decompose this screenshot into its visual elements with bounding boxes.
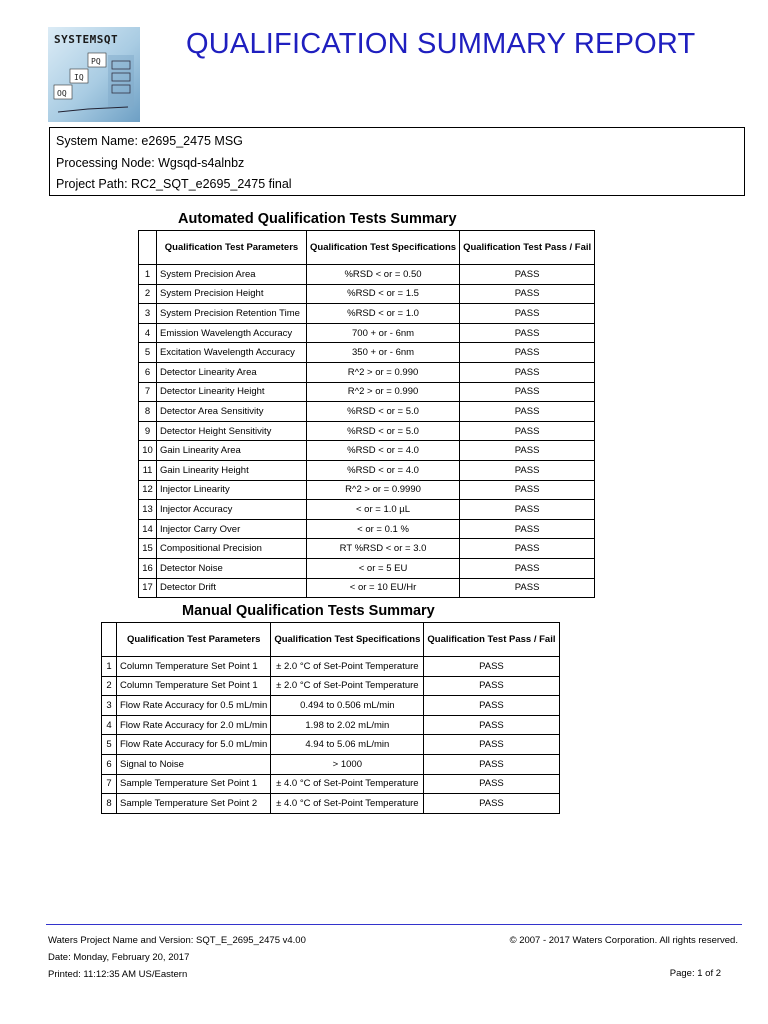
table-row	[102, 735, 560, 755]
test-parameter: Flow Rate Accuracy for 5.0 mL/min	[117, 735, 271, 755]
table-row	[102, 657, 560, 677]
test-result: PASS	[460, 304, 595, 324]
test-specification: < or = 10 EU/Hr	[307, 578, 460, 598]
test-parameter: Compositional Precision	[157, 539, 307, 559]
row-number: 1	[102, 657, 117, 677]
test-specification: 4.94 to 5.06 mL/min	[271, 735, 424, 755]
test-parameter: Detector Linearity Area	[157, 362, 307, 382]
row-number: 5	[139, 343, 157, 363]
test-result: PASS	[424, 676, 559, 696]
test-parameter: System Precision Retention Time	[157, 304, 307, 324]
table-row	[139, 402, 595, 422]
header-pass-fail: Qualification Test Pass / Fail	[424, 623, 559, 657]
test-specification: < or = 1.0 µL	[307, 500, 460, 520]
footer-printed: Printed: 11:12:35 AM US/Eastern	[48, 969, 188, 980]
footer-copyright: © 2007 - 2017 Waters Corporation. All rights reserved.	[509, 935, 738, 946]
test-specification: R^2 > or = 0.990	[307, 382, 460, 402]
table-row	[102, 715, 560, 735]
test-result: PASS	[460, 343, 595, 363]
test-parameter: Injector Accuracy	[157, 500, 307, 520]
test-specification: %RSD < or = 0.50	[307, 265, 460, 285]
test-parameter: Flow Rate Accuracy for 0.5 mL/min	[117, 696, 271, 716]
table-row	[102, 774, 560, 794]
test-specification: %RSD < or = 4.0	[307, 441, 460, 461]
test-parameter: Emission Wavelength Accuracy	[157, 323, 307, 343]
row-number: 7	[139, 382, 157, 402]
table-row	[139, 362, 595, 382]
table-row	[139, 304, 595, 324]
test-result: PASS	[424, 774, 559, 794]
logo-oq-text: OQ	[57, 89, 67, 98]
logo-text: SYSTEMSQT	[54, 33, 119, 46]
row-number: 6	[102, 754, 117, 774]
test-specification: %RSD < or = 1.0	[307, 304, 460, 324]
test-specification: %RSD < or = 5.0	[307, 402, 460, 422]
row-number: 14	[139, 519, 157, 539]
table-row	[139, 265, 595, 285]
table-row	[139, 284, 595, 304]
test-parameter: Injector Linearity	[157, 480, 307, 500]
test-result: PASS	[460, 480, 595, 500]
header-specifications: Qualification Test Specifications	[271, 623, 424, 657]
test-result: PASS	[424, 715, 559, 735]
test-parameter: Gain Linearity Area	[157, 441, 307, 461]
test-result: PASS	[460, 284, 595, 304]
table-header-row	[139, 231, 595, 265]
test-result: PASS	[460, 362, 595, 382]
table-row	[139, 578, 595, 598]
systemsqt-logo	[48, 27, 140, 122]
table-row	[139, 539, 595, 559]
test-result: PASS	[460, 421, 595, 441]
table-row	[139, 558, 595, 578]
test-parameter: Detector Area Sensitivity	[157, 402, 307, 422]
test-specification: R^2 > or = 0.990	[307, 362, 460, 382]
row-number: 1	[139, 265, 157, 285]
row-number: 5	[102, 735, 117, 755]
test-parameter: Column Temperature Set Point 1	[117, 657, 271, 677]
manual-section-title: Manual Qualification Tests Summary	[182, 603, 435, 619]
test-parameter: Flow Rate Accuracy for 2.0 mL/min	[117, 715, 271, 735]
test-result: PASS	[424, 696, 559, 716]
test-result: PASS	[460, 323, 595, 343]
test-specification: ± 4.0 °C of Set-Point Temperature	[271, 774, 424, 794]
header-number	[139, 231, 157, 265]
row-number: 9	[139, 421, 157, 441]
table-row	[139, 421, 595, 441]
row-number: 4	[102, 715, 117, 735]
table-row	[102, 754, 560, 774]
test-parameter: System Precision Height	[157, 284, 307, 304]
footer-divider	[46, 924, 742, 925]
row-number: 6	[139, 362, 157, 382]
row-number: 2	[102, 676, 117, 696]
table-row	[102, 676, 560, 696]
row-number: 8	[139, 402, 157, 422]
test-result: PASS	[460, 558, 595, 578]
test-specification: 350 + or - 6nm	[307, 343, 460, 363]
table-row	[102, 794, 560, 814]
test-result: PASS	[460, 402, 595, 422]
logo-iq-text: IQ	[74, 73, 84, 82]
test-result: PASS	[460, 460, 595, 480]
row-number: 16	[139, 558, 157, 578]
table-row	[139, 480, 595, 500]
table-row	[139, 500, 595, 520]
test-specification: < or = 0.1 %	[307, 519, 460, 539]
test-specification: R^2 > or = 0.9990	[307, 480, 460, 500]
table-row	[139, 382, 595, 402]
test-parameter: Column Temperature Set Point 1	[117, 676, 271, 696]
row-number: 15	[139, 539, 157, 559]
test-result: PASS	[424, 657, 559, 677]
row-number: 7	[102, 774, 117, 794]
test-parameter: Detector Height Sensitivity	[157, 421, 307, 441]
row-number: 4	[139, 323, 157, 343]
row-number: 10	[139, 441, 157, 461]
test-specification: 700 + or - 6nm	[307, 323, 460, 343]
test-result: PASS	[460, 382, 595, 402]
processing-node: Processing Node: Wgsqd-s4alnbz	[56, 155, 245, 170]
row-number: 2	[139, 284, 157, 304]
report-title: QUALIFICATION SUMMARY REPORT	[186, 28, 696, 60]
test-parameter: Signal to Noise	[117, 754, 271, 774]
row-number: 8	[102, 794, 117, 814]
test-parameter: Injector Carry Over	[157, 519, 307, 539]
footer-page-number: Page: 1 of 2	[669, 968, 721, 979]
test-specification: %RSD < or = 4.0	[307, 460, 460, 480]
test-specification: ± 2.0 °C of Set-Point Temperature	[271, 676, 424, 696]
test-result: PASS	[460, 500, 595, 520]
system-info-box	[49, 127, 745, 196]
test-parameter: Gain Linearity Height	[157, 460, 307, 480]
test-result: PASS	[460, 578, 595, 598]
test-result: PASS	[460, 539, 595, 559]
header-parameters: Qualification Test Parameters	[117, 623, 271, 657]
manual-tests-table	[101, 622, 560, 814]
table-row	[139, 343, 595, 363]
row-number: 3	[139, 304, 157, 324]
test-result: PASS	[424, 794, 559, 814]
header-number	[102, 623, 117, 657]
row-number: 13	[139, 500, 157, 520]
test-parameter: Detector Drift	[157, 578, 307, 598]
project-path: Project Path: RC2_SQT_e2695_2475 final	[56, 177, 292, 191]
test-specification: %RSD < or = 5.0	[307, 421, 460, 441]
test-specification: < or = 5 EU	[307, 558, 460, 578]
test-specification: 0.494 to 0.506 mL/min	[271, 696, 424, 716]
footer-project-name: Waters Project Name and Version: SQT_E_2695_2475 v4.00	[48, 935, 306, 946]
test-parameter: Excitation Wavelength Accuracy	[157, 343, 307, 363]
table-row	[139, 441, 595, 461]
row-number: 12	[139, 480, 157, 500]
test-parameter: Detector Linearity Height	[157, 382, 307, 402]
header-parameters: Qualification Test Parameters	[157, 231, 307, 265]
header-specifications: Qualification Test Specifications	[307, 231, 460, 265]
test-parameter: Sample Temperature Set Point 2	[117, 794, 271, 814]
footer-date: Date: Monday, February 20, 2017	[48, 952, 190, 963]
test-specification: 1.98 to 2.02 mL/min	[271, 715, 424, 735]
row-number: 11	[139, 460, 157, 480]
system-name: System Name: e2695_2475 MSG	[56, 134, 243, 148]
test-result: PASS	[424, 754, 559, 774]
test-parameter: System Precision Area	[157, 265, 307, 285]
table-row	[139, 460, 595, 480]
test-specification: ± 4.0 °C of Set-Point Temperature	[271, 794, 424, 814]
table-row	[139, 519, 595, 539]
test-specification: %RSD < or = 1.5	[307, 284, 460, 304]
test-result: PASS	[460, 265, 595, 285]
logo-pq-text: PQ	[91, 57, 101, 66]
header-pass-fail: Qualification Test Pass / Fail	[460, 231, 595, 265]
table-header-row	[102, 623, 560, 657]
test-result: PASS	[424, 735, 559, 755]
test-parameter: Detector Noise	[157, 558, 307, 578]
test-specification: > 1000	[271, 754, 424, 774]
row-number: 3	[102, 696, 117, 716]
test-specification: RT %RSD < or = 3.0	[307, 539, 460, 559]
test-specification: ± 2.0 °C of Set-Point Temperature	[271, 657, 424, 677]
automated-section-title: Automated Qualification Tests Summary	[178, 211, 457, 227]
row-number: 17	[139, 578, 157, 598]
table-row	[139, 323, 595, 343]
table-row	[102, 696, 560, 716]
test-result: PASS	[460, 441, 595, 461]
automated-tests-table	[138, 230, 595, 598]
test-parameter: Sample Temperature Set Point 1	[117, 774, 271, 794]
test-result: PASS	[460, 519, 595, 539]
